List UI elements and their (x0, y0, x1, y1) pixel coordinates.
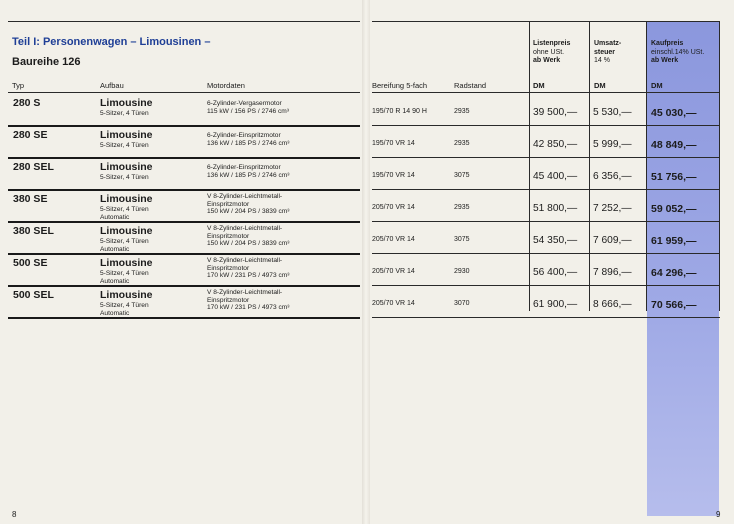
header-list-price: Listenpreis ohne USt. ab Werk (533, 40, 571, 64)
purchase-price: 64 296,— (651, 267, 697, 279)
header-rule-left (8, 92, 360, 93)
top-rule-right (372, 21, 720, 22)
list-price: 45 400,— (533, 171, 578, 182)
list-price: 54 350,— (533, 235, 578, 246)
header-vat: Umsatz- steuer 14 % (594, 40, 622, 64)
tire-size: 195/70 VR 14 (372, 172, 415, 179)
body-detail: 5-Sitzer, 4 Türen (100, 142, 149, 149)
engine-detail: Einspritzmotor (207, 200, 250, 208)
currency-vat: DM (594, 81, 606, 90)
body-detail: 5-Sitzer, 4 Türen (100, 302, 149, 309)
body-detail: 5-Sitzer, 4 Türen (100, 110, 149, 117)
header-rule-right (372, 92, 720, 93)
vat-amount: 7 252,— (593, 203, 632, 214)
engine-detail: 150 kW / 204 PS / 3839 cm³ (207, 208, 290, 216)
row-rule-right (372, 253, 720, 254)
wheelbase-value: 2935 (454, 140, 470, 147)
wheelbase-value: 2935 (454, 108, 470, 115)
tire-size: 205/70 VR 14 (372, 236, 415, 243)
purchase-price: 45 030,— (651, 107, 697, 119)
row-rule-right (372, 285, 720, 286)
model-type: 280 SE (13, 129, 48, 141)
purchase-price: 61 959,— (651, 235, 697, 247)
model-type: 280 S (13, 97, 41, 109)
body-style: Limousine (100, 257, 153, 269)
body-detail: 5-Sitzer, 4 Türen (100, 238, 149, 245)
engine-detail: V 8-Zylinder-Leichtmetall- (207, 257, 283, 264)
tire-size: 195/70 R 14 90 H (372, 108, 427, 115)
row-rule-left (8, 125, 360, 127)
divider-right-edge (719, 22, 720, 311)
wheelbase-value: 2930 (454, 268, 470, 275)
body-style: Limousine (100, 193, 153, 205)
page-number-left: 8 (12, 510, 17, 519)
wheelbase-value: 2935 (454, 204, 470, 211)
row-rule-left (8, 157, 360, 159)
engine-detail: 150 kW / 204 PS / 3839 cm³ (207, 240, 290, 248)
divider-purchase (646, 22, 647, 311)
left-page (0, 0, 364, 524)
vat-amount: 8 666,— (593, 299, 632, 310)
header-purchase-price: Kaufpreis einschl.14% USt. ab Werk (651, 40, 705, 64)
page-number-right: 9 (716, 510, 721, 519)
engine-detail: V 8-Zylinder-Leichtmetall- (207, 225, 283, 232)
list-price: 61 900,— (533, 299, 578, 310)
model-type: 500 SE (13, 257, 48, 269)
row-rule-left (8, 317, 360, 319)
wheelbase-value: 3075 (454, 172, 470, 179)
engine-detail: 6-Zylinder-Vergasermotor (207, 100, 282, 107)
tire-size: 205/70 VR 14 (372, 300, 415, 307)
vat-amount: 6 356,— (593, 171, 632, 182)
engine-detail: 170 kW / 231 PS / 4973 cm³ (207, 304, 290, 312)
series-label: Baureihe 126 (12, 56, 81, 68)
tire-size: 195/70 VR 14 (372, 140, 415, 147)
body-detail: Automatic (100, 213, 130, 221)
row-rule-left (8, 221, 360, 223)
header-engine: Motordaten (207, 81, 245, 90)
divider-vat (589, 22, 590, 311)
engine-detail: Einspritzmotor (207, 296, 250, 304)
body-style: Limousine (100, 289, 153, 301)
engine-detail: 115 kW / 156 PS / 2746 cm³ (207, 107, 289, 115)
tire-size: 205/70 VR 14 (372, 204, 415, 211)
wheelbase-value: 3070 (454, 300, 470, 307)
vat-amount: 7 609,— (593, 235, 632, 246)
body-detail: 5-Sitzer, 4 Türen (100, 270, 149, 277)
top-rule-left (8, 21, 360, 22)
row-rule-left (8, 189, 360, 191)
list-price: 42 850,— (533, 139, 578, 150)
list-price: 39 500,— (533, 107, 578, 118)
purchase-price: 48 849,— (651, 139, 697, 151)
model-type: 280 SEL (13, 161, 54, 173)
row-rule-right (372, 125, 720, 126)
header-body: Aufbau (100, 81, 124, 90)
vat-amount: 7 896,— (593, 267, 632, 278)
engine-detail: 6-Zylinder-Einspritzmotor (207, 132, 281, 139)
row-rule-right (372, 317, 720, 318)
purchase-price: 70 566,— (651, 299, 697, 311)
engine-detail: V 8-Zylinder-Leichtmetall- (207, 289, 283, 296)
page-title: Teil I: Personenwagen – Limousinen – (12, 36, 211, 48)
row-rule-right (372, 221, 720, 222)
currency-list-price: DM (533, 81, 545, 90)
list-price: 51 800,— (533, 203, 578, 214)
body-style: Limousine (100, 161, 153, 173)
purchase-price: 51 756,— (651, 171, 697, 183)
engine-detail: Einspritzmotor (207, 232, 250, 240)
wheelbase-value: 3075 (454, 236, 470, 243)
engine-detail: 136 kW / 185 PS / 2746 cm³ (207, 139, 290, 147)
vat-amount: 5 999,— (593, 139, 632, 150)
header-type: Typ (12, 81, 25, 90)
model-type: 500 SEL (13, 289, 54, 301)
currency-purchase-price: DM (651, 81, 663, 90)
row-rule-right (372, 189, 720, 190)
body-detail: Automatic (100, 245, 130, 253)
model-type: 380 SEL (13, 225, 54, 237)
model-type: 380 SE (13, 193, 48, 205)
engine-detail: V 8-Zylinder-Leichtmetall- (207, 193, 283, 200)
body-style: Limousine (100, 225, 153, 237)
row-rule-left (8, 285, 360, 287)
body-detail: 5-Sitzer, 4 Türen (100, 174, 149, 181)
engine-detail: 170 kW / 231 PS / 4973 cm³ (207, 272, 290, 280)
body-detail: Automatic (100, 277, 130, 285)
tire-size: 205/70 VR 14 (372, 268, 415, 275)
book-gutter (362, 0, 370, 524)
row-rule-right (372, 157, 720, 158)
body-detail: Automatic (100, 309, 130, 317)
header-wheelbase: Radstand (454, 81, 487, 90)
engine-detail: 6-Zylinder-Einspritzmotor (207, 164, 281, 171)
body-detail: 5-Sitzer, 4 Türen (100, 206, 149, 213)
body-style: Limousine (100, 129, 153, 141)
divider-list-price (529, 22, 530, 311)
engine-detail: 136 kW / 185 PS / 2746 cm³ (207, 171, 290, 179)
header-tires: Bereifung 5-fach (372, 81, 428, 90)
body-style: Limousine (100, 97, 153, 109)
vat-amount: 5 530,— (593, 107, 632, 118)
list-price: 56 400,— (533, 267, 578, 278)
row-rule-left (8, 253, 360, 255)
purchase-price: 59 052,— (651, 203, 697, 215)
engine-detail: Einspritzmotor (207, 264, 250, 272)
